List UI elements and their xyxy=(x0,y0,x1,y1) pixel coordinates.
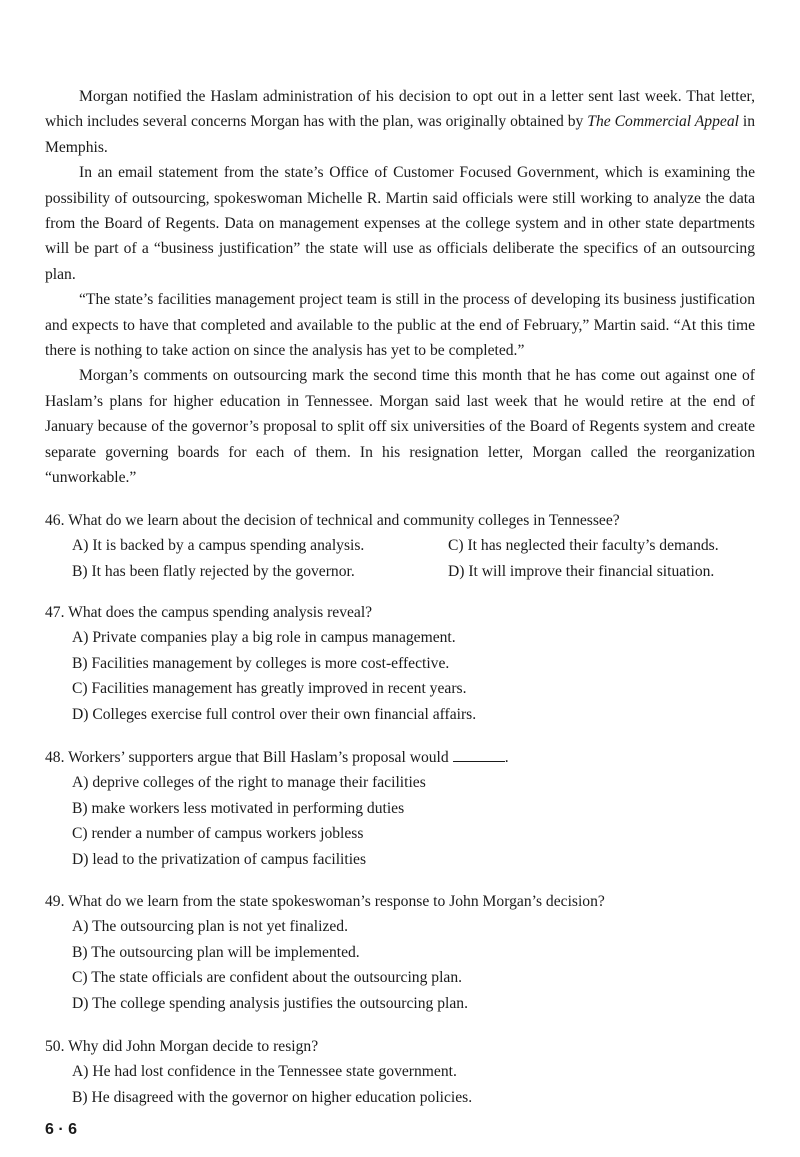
option-c[interactable]: C) render a number of campus workers jobless xyxy=(72,825,364,843)
option-b[interactable]: B) It has been flatly rejected by the governor. xyxy=(72,562,355,580)
question-stem: 46. What do we learn about the decision of technical and community colleges in Tennessee? xyxy=(45,512,620,529)
page-number: 6 · 6 xyxy=(45,1121,78,1138)
question-stem: 50. Why did John Morgan decide to resign? xyxy=(45,1038,319,1055)
option-d[interactable]: D) The college spending analysis justifies the outsourcing plan. xyxy=(72,994,468,1012)
question-stem-end: . xyxy=(504,749,509,766)
options-list xyxy=(45,770,765,872)
answer-blank xyxy=(453,746,505,762)
options-list xyxy=(45,914,765,1016)
option-d[interactable]: D) It will improve their financial situation. xyxy=(448,562,715,580)
option-b[interactable]: B) The outsourcing plan will be implemented. xyxy=(72,943,360,961)
option-b[interactable]: B) He disagreed with the governor on higher education policies. xyxy=(72,1088,473,1106)
option-c[interactable]: C) It has neglected their faculty’s demands. xyxy=(448,537,719,555)
option-a[interactable]: A) He had lost confidence in the Tennessee state government. xyxy=(72,1063,457,1081)
passage-paragraph-2: In an email statement from the state’s Office of Customer Focused Government, which is examining the possibility of outsourcing, spokeswoman Michelle R. Martin said officials were still working to analyze the data from the Board of Regents. Data on management expenses at the college system and in other state departments will be part of a “business justification” the state will use as officials deliberate the specifics of an outsourcing plan. xyxy=(45,164,755,283)
options-list xyxy=(45,1059,765,1110)
option-c[interactable]: C) The state officials are confident about the outsourcing plan. xyxy=(72,969,463,987)
option-d[interactable]: D) lead to the privatization of campus facilities xyxy=(72,850,367,868)
passage-text: Morgan notified the Haslam administration of his decision to opt out in a letter sent last week. That letter, which includes several concerns Morgan has with the plan, was originally obtained by xyxy=(45,88,755,131)
question-50 xyxy=(45,1034,765,1110)
option-a[interactable]: A) The outsourcing plan is not yet finalized. xyxy=(72,918,349,936)
question-stem: 47. What does the campus spending analysis reveal? xyxy=(45,604,373,621)
passage-paragraph-1 xyxy=(45,84,755,160)
option-a[interactable]: A) Private companies play a big role in campus management. xyxy=(72,629,456,647)
question-stem: 49. What do we learn from the state spokeswoman’s response to John Morgan’s decision? xyxy=(45,893,605,910)
option-a[interactable]: A) deprive colleges of the right to manage their facilities xyxy=(72,774,426,792)
option-a[interactable]: A) It is backed by a campus spending analysis. xyxy=(72,537,365,555)
question-stem-text: 48. Workers’ supporters argue that Bill Haslam’s proposal would xyxy=(45,749,449,766)
options-grid xyxy=(45,533,765,584)
option-b[interactable]: B) make workers less motivated in performing duties xyxy=(72,799,405,817)
passage-paragraph-4: Morgan’s comments on outsourcing mark the second time this month that he has come out against one of Haslam’s plans for higher education in Tennessee. Morgan said last week that he would retire at the end of January because of the governor’s proposal to split off six universities of the Board of Regents system and create separate governing boards for each of them. In his resignation letter, Morgan called the reorganization “unworkable.” xyxy=(45,367,755,487)
option-b[interactable]: B) Facilities management by colleges is more cost-effective. xyxy=(72,654,450,672)
passage-text: in Memphis. xyxy=(45,113,756,156)
question-47 xyxy=(45,600,765,727)
question-49 xyxy=(45,889,765,1016)
option-c[interactable]: C) Facilities management has greatly improved in recent years. xyxy=(72,680,467,698)
options-list xyxy=(45,625,765,727)
question-46 xyxy=(45,508,765,584)
option-d[interactable]: D) Colleges exercise full control over their own financial affairs. xyxy=(72,705,477,723)
passage-paragraph-3: “The state’s facilities management project team is still in the process of developing its business justification and expects to have that completed and available to the public at the end of February,” Martin said. “At this time there is nothing to take action on since the analysis has yet to be completed.” xyxy=(45,291,755,360)
question-48 xyxy=(45,745,765,872)
reading-passage xyxy=(45,84,755,491)
question-stem xyxy=(45,745,765,770)
newspaper-title: The Commercial Appeal xyxy=(587,113,739,131)
